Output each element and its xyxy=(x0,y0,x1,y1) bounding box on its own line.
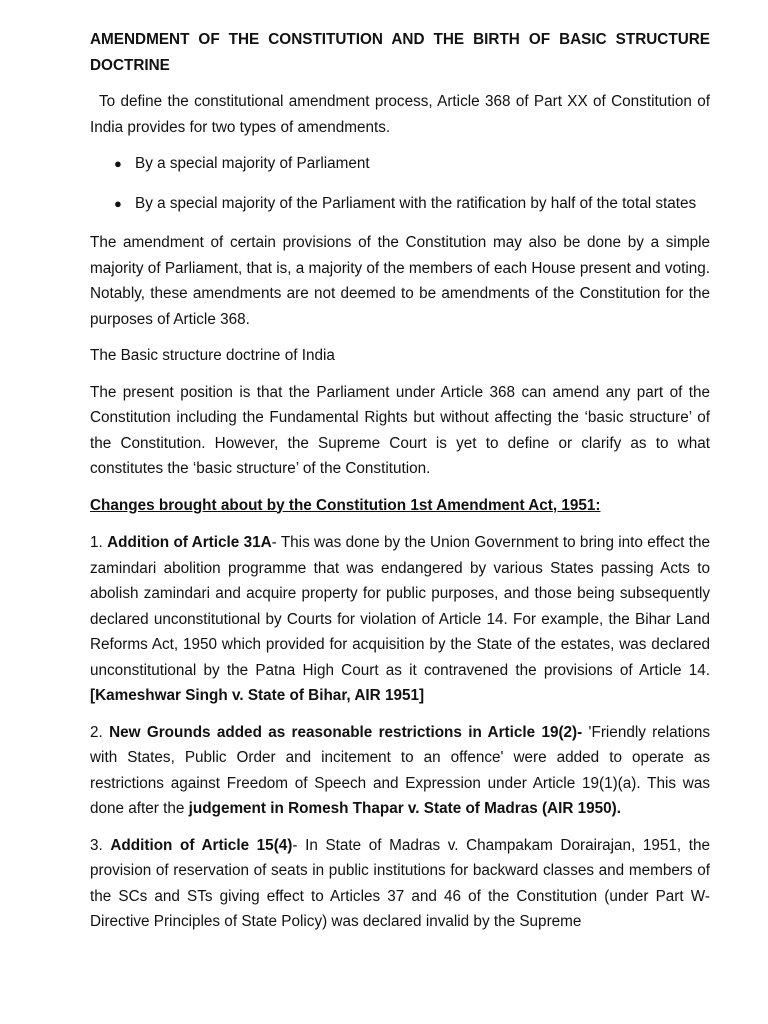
amendment-types-list xyxy=(90,151,710,216)
item-body: 'Friendly relations with States, Public Order and incitement to an offence' were added to operate as restrictions against Freedom of Speech and Expression under Article 19(1)(a). This was done after the xyxy=(90,723,710,817)
item-number: 3. xyxy=(90,836,103,854)
list-item xyxy=(90,151,710,177)
section-heading: Changes brought about by the Constitution 1st Amendment Act, 1951: xyxy=(90,496,601,514)
item-article-31a xyxy=(90,530,710,709)
simple-majority-paragraph: The amendment of certain provisions of the Constitution may also be done by a simple majority of Parliament, that is, a majority of the members of each House present and voting. Notably, these amendments are not deemed to be amendments of the Constitution for the purposes of Article 368. xyxy=(90,234,710,328)
present-position-paragraph: The present position is that the Parliament under Article 368 can amend any part of the Constitution including the Fundamental Rights but without affecting the ‘basic structure’ of the Constitution. However, the Supreme Court is yet to define or clarify as to what constitutes the ‘basic structure’ of the Constitution. xyxy=(90,383,710,477)
bullet-icon: ● xyxy=(114,156,122,171)
item-citation: judgement in Romesh Thapar v. State of Madras (AIR 1950). xyxy=(188,800,622,817)
item-heading: New Grounds added as reasonable restrictions in Article 19(2)- xyxy=(109,723,583,741)
item-number: 2. xyxy=(90,723,103,741)
list-item-text: By a special majority of Parliament xyxy=(135,155,370,172)
list-item-text: By a special majority of the Parliament with the ratification by half of the total states xyxy=(135,194,697,212)
item-body: - In State of Madras v. Champakam Dorairajan, 1951, the provision of reservation of seats in public institutions for backward classes and members of the SCs and STs giving effect to Articles 37 and 46 of the Constitution (under Part W-Directive Principles of State Policy) was declared invalid by the Supreme xyxy=(90,836,710,930)
item-article-15-4 xyxy=(90,833,710,935)
document-title: AMENDMENT OF THE CONSTITUTION AND THE BIRTH OF BASIC STRUCTURE DOCTRINE xyxy=(90,31,710,74)
item-number: 1. xyxy=(90,534,103,551)
item-heading: Addition of Article 31A xyxy=(107,534,272,551)
bullet-icon: ● xyxy=(114,195,122,211)
list-item xyxy=(90,191,710,217)
basic-structure-heading: The Basic structure doctrine of India xyxy=(90,347,335,364)
item-article-19-2 xyxy=(90,720,710,822)
item-heading: Addition of Article 15(4) xyxy=(110,836,293,854)
item-body: - This was done by the Union Government to bring into effect the zamindari abolition programme that was endangered by various States passing Acts to abolish zamindari and acquire property for public purposes, and those being subsequently declared unconstitutional by Courts for violation of Article 14. For example, the Bihar Land Reforms Act, 1950 which provided for acquisition by the State of the estates, was declared unconstitutional by the Patna High Court as it contravened the provisions of Article 14. xyxy=(90,534,711,679)
item-citation: [Kameshwar Singh v. State of Bihar, AIR 1951] xyxy=(90,687,425,704)
intro-paragraph: To define the constitutional amendment process, Article 368 of Part XX of Constitution of India provides for two types of amendments. xyxy=(90,93,710,136)
